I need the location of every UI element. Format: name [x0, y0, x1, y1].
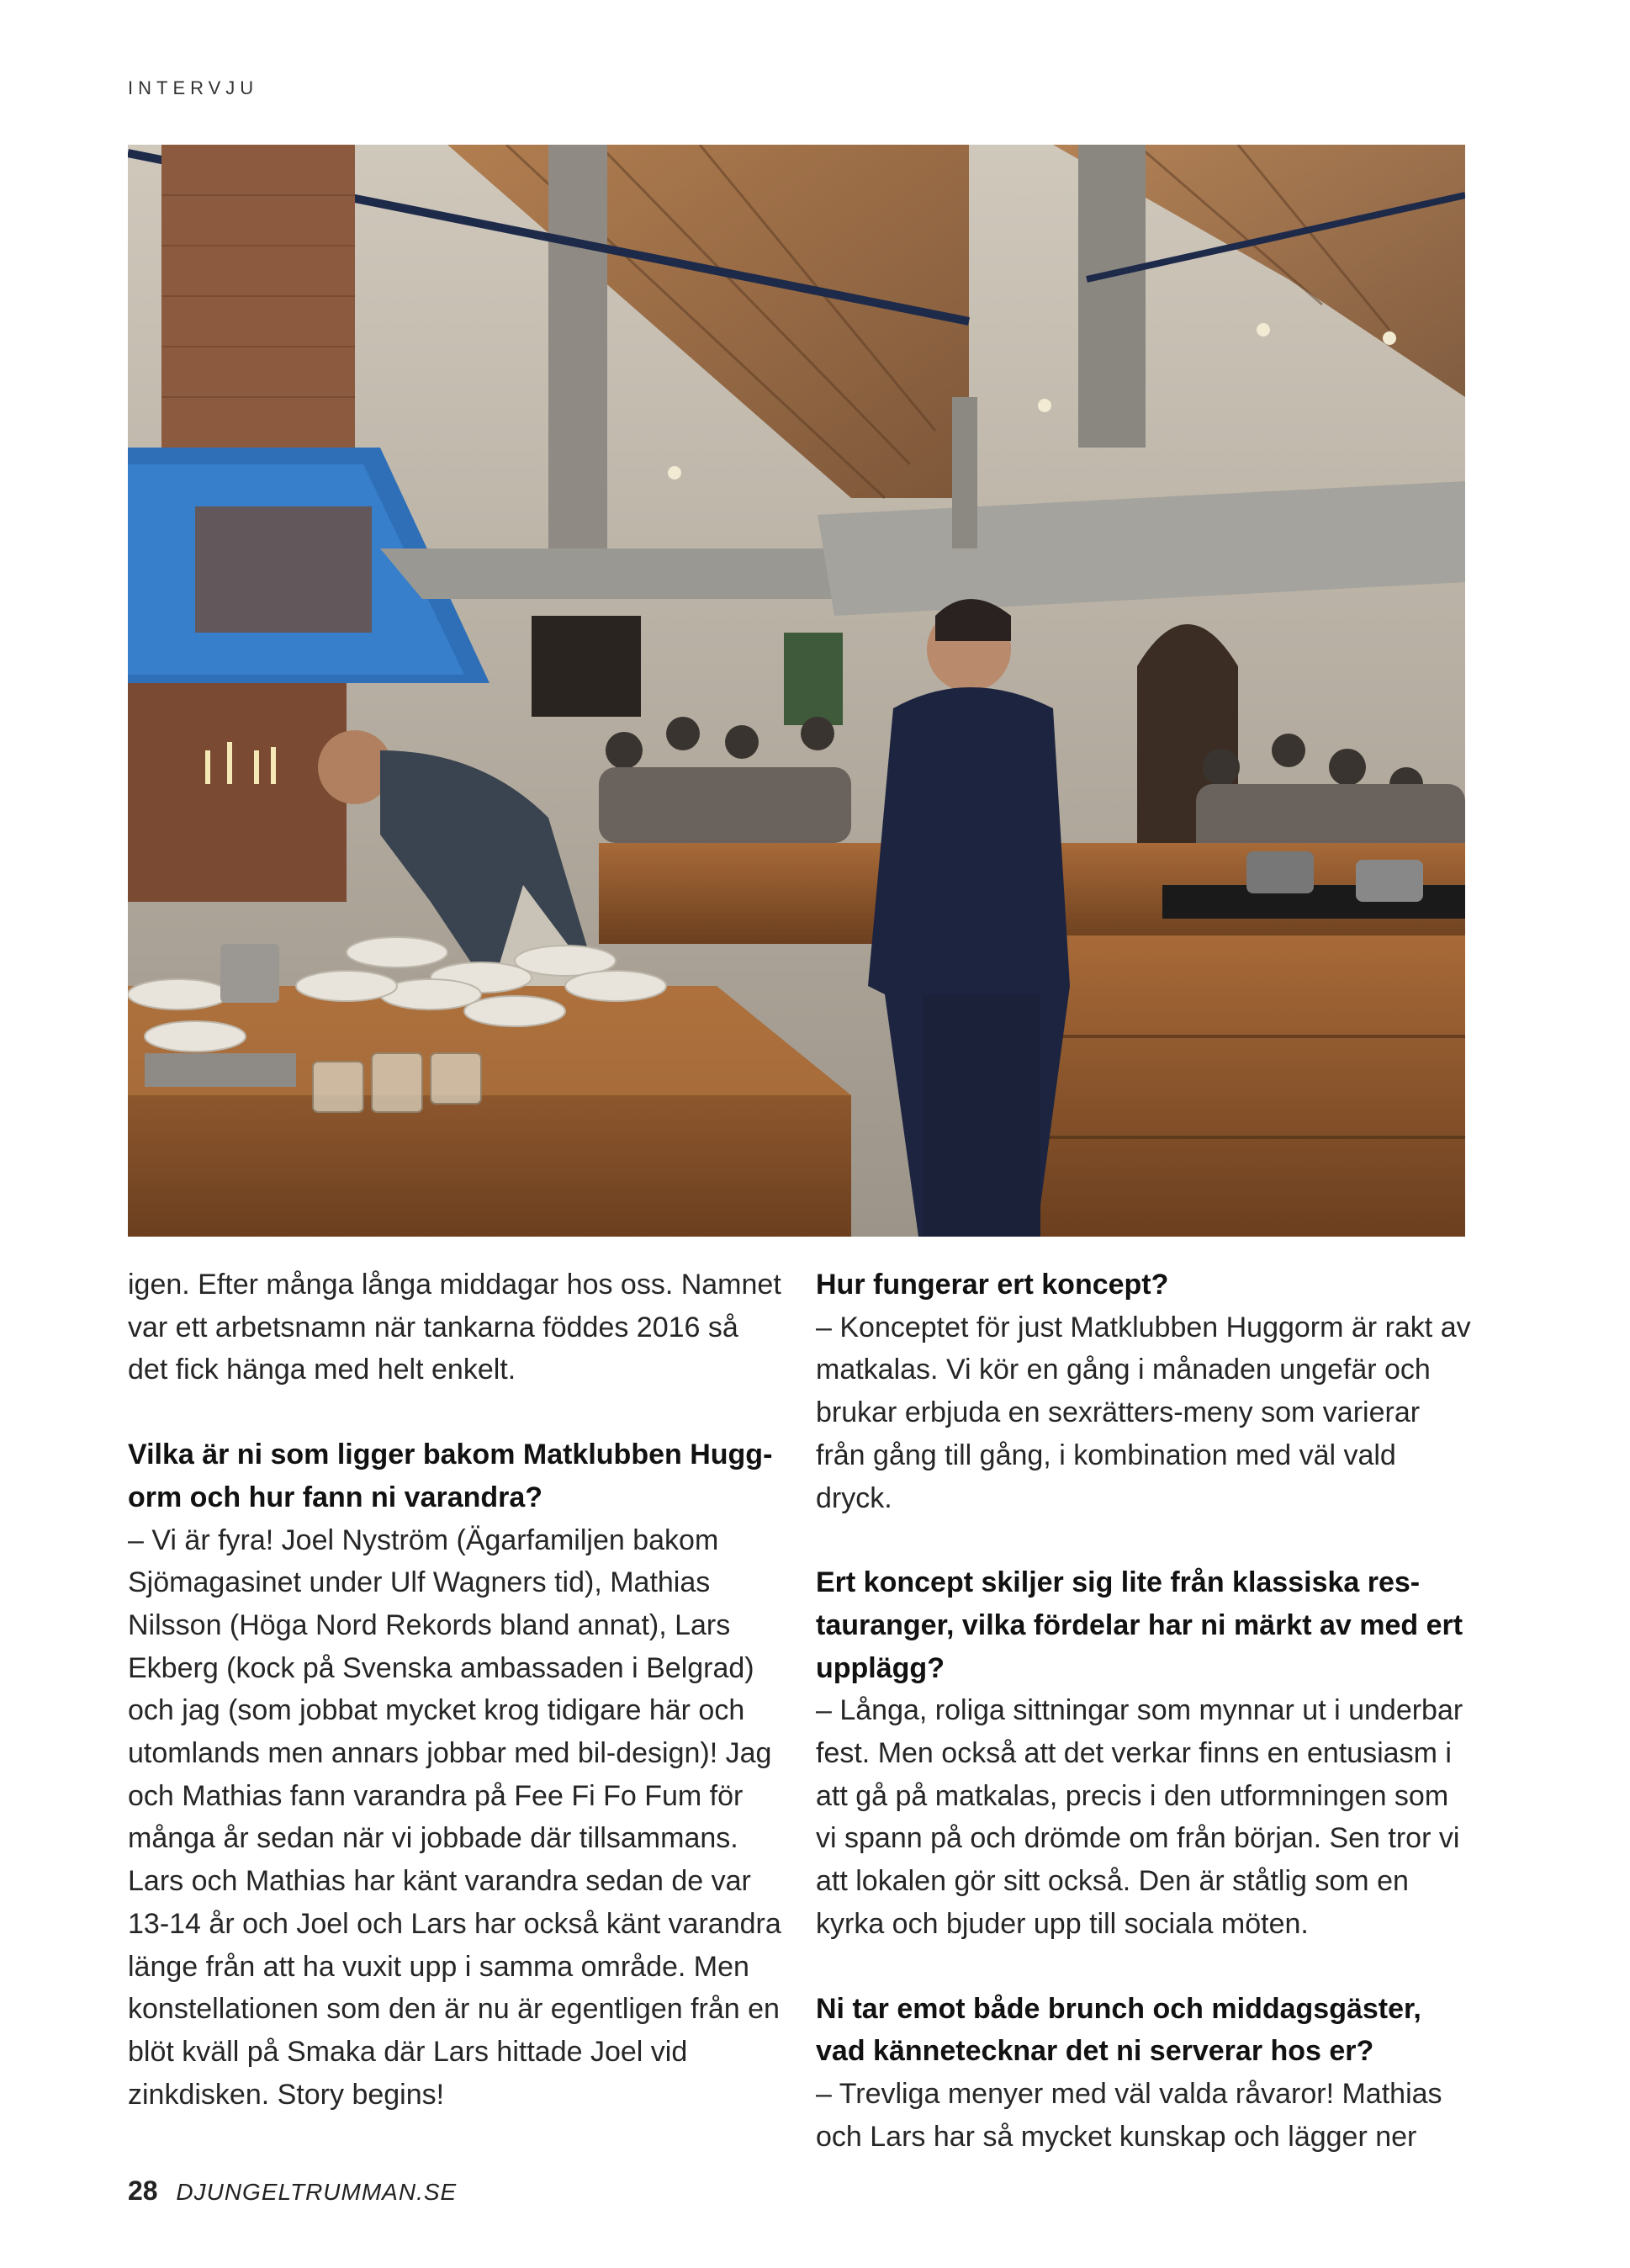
restaurant-kitchen-photo — [128, 145, 1465, 1237]
answer-menu: – Trevliga menyer med väl valda råvaror! Mathias och Lars har så mycket kunskap och lägger ner — [816, 2077, 1442, 2153]
answer-who: – Vi är fyra! Joel Nyström (Ägarfamiljen bakom Sjömagasinet under Ulf Wagners tid), Mathias Nilsson (Höga Nord Rekords bland annat), Lars Ekberg (kock på Svenska ambassaden i Belgrad) och jag (som jobbat mycket krog tidigare här och utomlands men annars jobbar med bil-design)! Jag och Mathias fann varandra på Fee Fi Fo Fum för många år sedan när vi jobbade där tillsammans. Lars och Mathias har känt varandra sedan de var 13-14 år och Joel och Lars har också känt varandra länge från att ha vuxit upp i samma område. Men konstellationen som den är nu är egentligen från en blöt kväll på Smaka där Lars hittade Joel vid zinkdisken. Story begins! — [128, 1523, 781, 2111]
question-concept: Hur fungerar ert koncept? — [816, 1269, 1169, 1301]
question-who: Vilka är ni som ligger bakom Matklubben Hugg-orm och hur fann ni varandra? — [128, 1439, 773, 1513]
paragraph-intro: igen. Efter många långa middagar hos oss. Namnet var ett arbetsnamn när tankarna föddes 2016 så det fick hänga med helt enkelt. — [128, 1269, 781, 1386]
question-advantages: Ert koncept skiljer sig lite från klassiska res-tauranger, vilka fördelar har ni märkt av med ert upplägg? — [816, 1566, 1463, 1684]
page-footer — [128, 2175, 457, 2207]
answer-advantages: – Långa, roliga sittningar som mynnar ut i underbar fest. Men också att det verkar finns en entusiasm i att gå på matkalas, precis i den utformningen som vi spann på och drömde om från början. Sen tror vi att lokalen gör sitt också. Den är ståtlig som en kyrka och bjuder upp till sociala möten. — [816, 1694, 1463, 1940]
left-column — [128, 1264, 784, 2116]
site-name: DJUNGELTRUMMAN.SE — [176, 2179, 458, 2205]
page-number: 28 — [128, 2175, 158, 2206]
right-column — [816, 1264, 1472, 2158]
answer-concept: – Konceptet för just Matklubben Huggorm är rakt av matkalas. Vi kör en gång i månaden ungefär och brukar erbjuda en sexrätters-meny som varierar från gång till gång, i kombination med väl vald dryck. — [816, 1311, 1471, 1514]
question-menu: Ni tar emot både brunch och middagsgäster, vad kännetecknar det ni serverar hos er? — [816, 1992, 1421, 2068]
section-label: INTERVJU — [128, 77, 259, 98]
